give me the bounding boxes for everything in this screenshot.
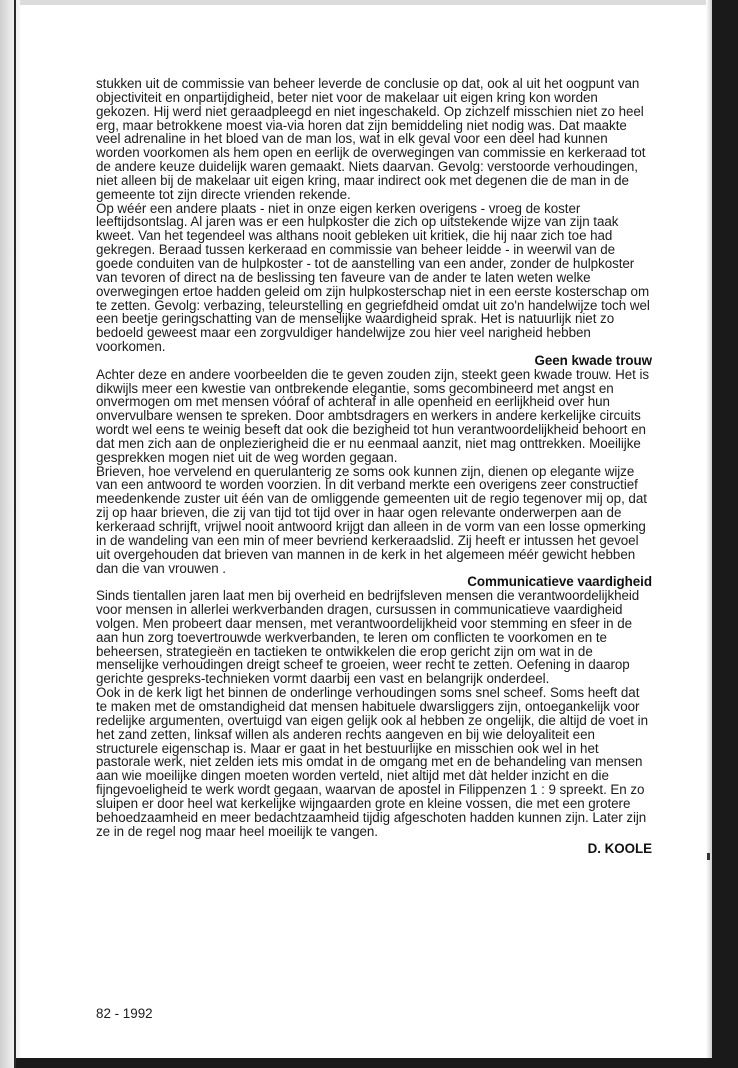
article-body bbox=[96, 77, 652, 856]
paragraph: Sinds tientallen jaren laat men bij overheid en bedrijfsleven mensen die verantwoordelijkheid voor mensen in allerlei werkverbanden dragen, cursussen in communicatieve vaardigheid volgen. Men probeert daar mensen, met verantwoordelijkheid voor stemming en sfeer in de aan hun zorg toevertrouwde werkverbanden, te leren om conflicten te voorkomen en te beheersen, strategieën en tactieken te ontwikkelen die erop gericht zijn om wat in de menselijke verhoudingen dreigt scheef te groeien, weer recht te zetten. Oefening in daarop gerichte gespreks-technieken vormt daarbij een vast en belangrijk onderdeel. bbox=[96, 588, 640, 687]
scan-left-edge bbox=[0, 0, 20, 1068]
paragraph: stukken uit de commissie van beheer leverde de conclusie op dat, ook al uit het oogpunt van objectiviteit en onpartijdigheid, beter niet voor de makelaar uit eigen kring kon worden gekozen. Hij werd niet geraadpleegd en niet ingeschakeld. Op zichzelf misschien niet zo heel erg, maar betrokkene moest via-via horen dat zijn bemiddeling niet nodig was. Dat maakte veel adrenaline in het bloed van de man los, wat in elk geval voor een deel had kunnen worden voorkomen als hem open en eerlijk de overwegingen van commissie en kerkeraad tot de andere keuze duidelijk waren gemaakt. Niets daarvan. Gevolg: verstoorde verhoudingen, niet alleen bij de makelaar uit eigen kring, maar indirect ook met degenen die de man in de gemeente tot zijn directe vrienden rekende. bbox=[96, 76, 646, 202]
section-heading: Geen kwade trouw bbox=[534, 352, 652, 368]
scan-right-border bbox=[712, 0, 738, 1068]
margin-mark bbox=[707, 853, 710, 860]
scan-top-edge bbox=[16, 0, 712, 5]
paragraph: Achter deze en andere voorbeelden die te geven zouden zijn, steekt geen kwade trouw. Het is dikwijls meer een kwestie van ontbrekende elegantie, soms gecombineerd met angst en onvermogen om met mensen vóóraf of achteraf in alle openheid en eerlijkheid over hun onvervulbare wensen te spreken. Door ambtsdragers en werkers in andere kerkelijke circuits wordt wel eens te weinig beseft dat ook die bezigheid tot hun verantwoordelijkheid behoort en dat men zich aan de onplezierigheid die er nu eenmaal aanzit, niet mag onttrekken. Moeilijke gesprekken mogen niet uit de weg worden gegaan. bbox=[96, 366, 650, 465]
scan-bottom-border bbox=[16, 1058, 712, 1068]
scan-left-line bbox=[14, 0, 16, 1068]
paragraph: Brieven, hoe vervelend en querulanterig ze soms ook kunnen zijn, dienen op elegante wijze van een antwoord te worden voorzien. In dit verband merkte een overigens zeer constructief meedenkende zuster uit één van de omliggende gemeenten uit de regio tegenover mij op, dat zij op haar brieven, die zij van tijd tot tijd over in haar ogen relevante onderwerpen aan de kerkeraad schrijft, vrijwel nooit antwoord krijgt dan alleen in de vorm van een losse opmerking in de wandeling van een min of meer bevriend kerkeraadslid. Zij heeft er intussen het gevoel uit overgehouden dat brieven van mannen in de kerk in het algemeen méér gewicht hebben dan die van vrouwen . bbox=[96, 463, 647, 576]
paragraph: Ook in de kerk ligt het binnen de onderlinge verhoudingen soms snel scheef. Soms heeft dat te maken met de omstandigheid dat mensen habituele dwarsliggers zijn, ontoegankelijk voor redelijke argumenten, overtuigd van eigen gelijk ook al hebben ze ongelijk, die altijd de voet in het zand zetten, linksaf willen als anderen rechts aangeven en bij wie deloyaliteit een structurele eigenschap is. Maar er gaat in het bestuurlijke en misschien ook wel in het pastorale werk, niet zelden iets mis omdat in de omgang met en de behandeling van mensen aan wie moeilijke dingen moeten worden verteld, niet altijd met dàt helder inzicht en die fijngevoeligheid te werk wordt gegaan, waarvan de apostel in Filippenzen 1 : 9 spreekt. En zo sluipen er door heel wat kerkelijke wijngaarden grote en kleine vossen, die met een grotere behoedzaamheid en meer bedachtzaamheid tijdig afgeschoten hadden kunnen zijn. Later zijn ze in de regel nog maar heel moeilijk te vangen. bbox=[96, 685, 648, 839]
author-signature: D. KOOLE bbox=[587, 841, 652, 857]
page-number: 82 - 1992 bbox=[96, 1006, 153, 1021]
section-heading: Communicatieve vaardigheid bbox=[467, 574, 652, 590]
paragraph: Op wéér een andere plaats - niet in onze eigen kerken overigens - vroeg de koster leeftijdsontslag. Al jaren was er een hulpkoster die zich op uitstekende wijze van zijn taak kweet. Van het tegendeel was althans nooit gebleken uit kritiek, die hij naar zich toe had gekregen. Beraad tussen kerkeraad en commissie van beheer leidde - in weerwil van de goede conduiten van de hulpkoster - tot de aanstelling van een ander, zonder de hulpkoster van tevoren of direct na de beslissing ten faveure van de ander te laten weten welke overwegingen ertoe hadden geleid om zijn hulpkosterschap niet in een eerste kosterschap om te zetten. Gevolg: verbazing, teleurstelling en gegriefdheid omdat uit zo'n handelwijze toch wel een beetje geringschatting van de menselijke waardigheid sprak. Het is natuurlijk niet zo bedoeld geweest maar een zorgvuldiger handelwijze zou hier veel narigheid hebben voorkomen. bbox=[96, 200, 650, 355]
